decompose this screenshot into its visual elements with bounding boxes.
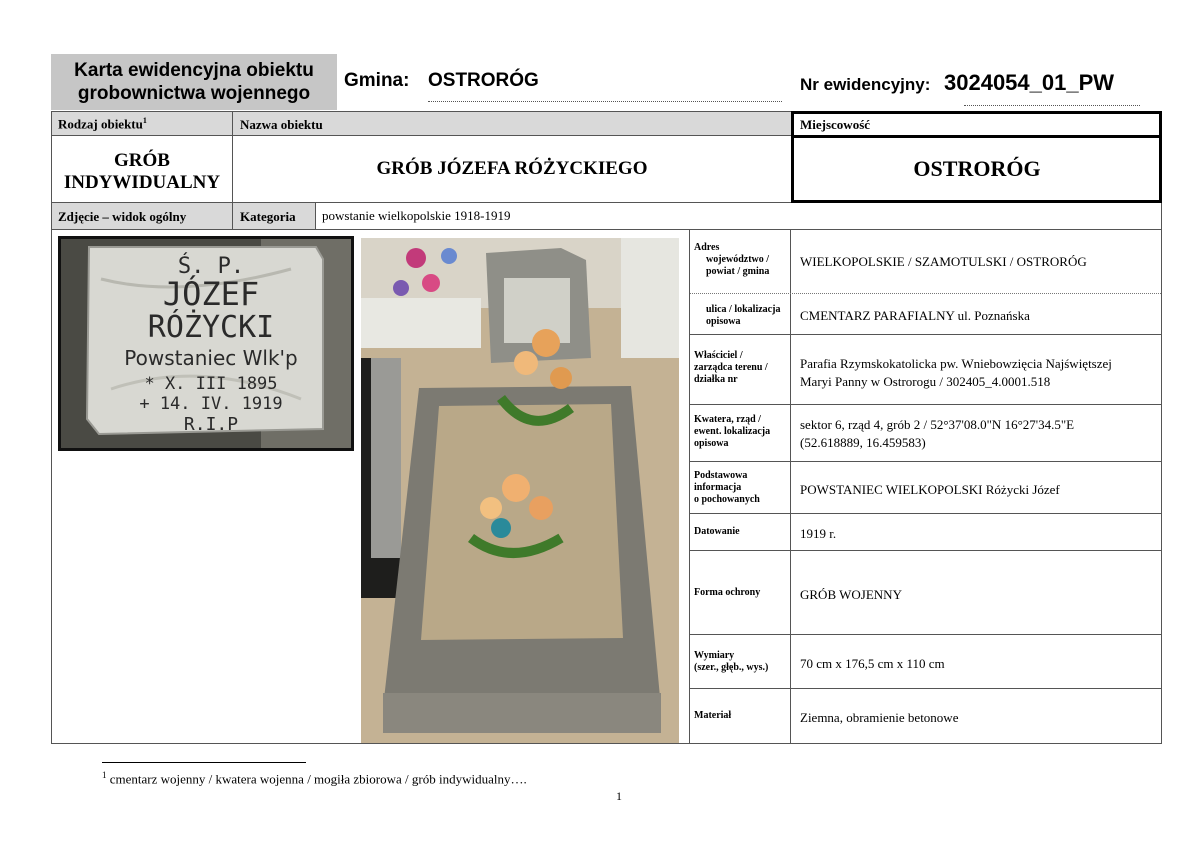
table-line <box>690 404 1161 405</box>
inscription-line-6: + 14. IV. 1919 <box>139 394 283 414</box>
inscription-line-1: Ś. P. <box>177 254 245 279</box>
detail-label-forma-ochrony: Forma ochrony <box>694 587 761 598</box>
footnote: $^1$ cmentarz wojenny / kwatera wojenna / mogiła zbiorowa / grób indywidualny…. <box>102 770 527 787</box>
inscription-line-2: JÓZEF <box>162 275 260 313</box>
table-line <box>51 111 52 744</box>
table-line <box>690 634 1161 635</box>
title-line-2: grobownictwa wojennego <box>77 83 311 104</box>
table-line <box>790 229 791 743</box>
inscription-line-4: Powstaniec Wlk'p <box>124 346 298 370</box>
table-dotted-line <box>690 293 1161 294</box>
inscription-line-3: RÓŻYCKI <box>147 310 275 345</box>
gmina-label: Gmina: <box>344 70 410 91</box>
detail-value-kwatera: sektor 6, rząd 4, grób 2 / 52°37'08.0"N 16°27'34.5"E (52.618889, 16.459583) <box>800 417 1075 450</box>
table-line <box>51 135 792 136</box>
detail-label-pochowani: Podstawowa informacja o pochowanych <box>694 470 760 505</box>
title-line-1: Karta ewidencyjna obiektu <box>74 60 314 81</box>
nr-dotted-line <box>964 105 1140 106</box>
detail-value-forma-ochrony: GRÓB WOJENNY <box>800 587 902 602</box>
detail-label-wlasciciel: Właściciel / zarządca terenu / działka nr <box>694 350 768 385</box>
table-line <box>690 513 1161 514</box>
zdjecie-label: Zdjęcie – widok ogólny <box>58 209 187 224</box>
table-line <box>1161 111 1162 744</box>
detail-label-adres: Adres województwo / powiat / gmina <box>694 242 770 277</box>
gmina-value: OSTRORÓG <box>428 70 539 91</box>
document-title <box>51 54 337 110</box>
table-line <box>690 334 1161 335</box>
nr-ewidencyjny-label: Nr ewidencyjny: <box>800 75 931 94</box>
inscription-photo <box>58 236 354 451</box>
miejscowosc-value: OSTRORÓG <box>913 156 1041 181</box>
gmina-dotted-line <box>428 101 782 102</box>
table-line <box>51 743 1161 744</box>
page-number: 1 <box>616 789 622 803</box>
detail-value-pochowani: POWSTANIEC WIELKOPOLSKI Różycki Józef <box>800 482 1060 497</box>
table-line <box>51 229 1161 230</box>
detail-value-ulica: CMENTARZ PARAFIALNY ul. Poznańska <box>800 308 1030 323</box>
header-band-row1 <box>51 111 792 135</box>
detail-label-wymiary: Wymiary (szer., głęb., wys.) <box>694 650 769 673</box>
kategoria-label: Kategoria <box>240 209 296 224</box>
table-line <box>791 135 1162 138</box>
table-line <box>689 229 690 743</box>
rodzaj-obiektu-label: Rodzaj obiektu$^1$ <box>58 116 147 132</box>
footnote-rule <box>102 762 306 763</box>
detail-label-material: Materiał <box>694 710 732 721</box>
rodzaj-obiektu-value: GRÓB INDYWIDUALNY <box>63 150 221 193</box>
grave-photo <box>361 238 679 743</box>
kategoria-value: powstanie wielkopolskie 1918-1919 <box>322 208 511 223</box>
table-line <box>315 202 316 229</box>
detail-label-kwatera: Kwatera, rząd / ewent. lokalizacja opisowa <box>694 414 771 449</box>
nr-ewidencyjny-value: 3024054_01_PW <box>944 70 1115 95</box>
nazwa-obiektu-label: Nazwa obiektu <box>240 117 323 132</box>
detail-value-datowanie: 1919 r. <box>800 526 837 541</box>
detail-label-ulica: ulica / lokalizacja opisowa <box>706 304 781 327</box>
detail-value-adres: WIELKOPOLSKIE / SZAMOTULSKI / OSTRORÓG <box>800 254 1087 269</box>
detail-value-wymiary: 70 cm x 176,5 cm x 110 cm <box>800 656 945 671</box>
miejscowosc-label: Miejscowość <box>800 117 871 132</box>
table-line <box>690 550 1161 551</box>
detail-label-datowanie: Datowanie <box>694 526 740 537</box>
detail-value-material: Ziemna, obramienie betonowe <box>800 710 959 725</box>
detail-value-wlasciciel: Parafia Rzymskokatolicka pw. Wniebowzięcia Najświętszej Maryi Panny w Ostrorogu / 302405_4.0001.518 <box>800 356 1112 389</box>
table-line <box>690 688 1161 689</box>
table-line <box>690 461 1161 462</box>
nazwa-obiektu-value: GRÓB JÓZEFA RÓŻYCKIEGO <box>376 158 648 179</box>
inscription-line-5: * X. III 1895 <box>144 374 278 394</box>
inscription-line-7: R.I.P <box>183 414 239 435</box>
